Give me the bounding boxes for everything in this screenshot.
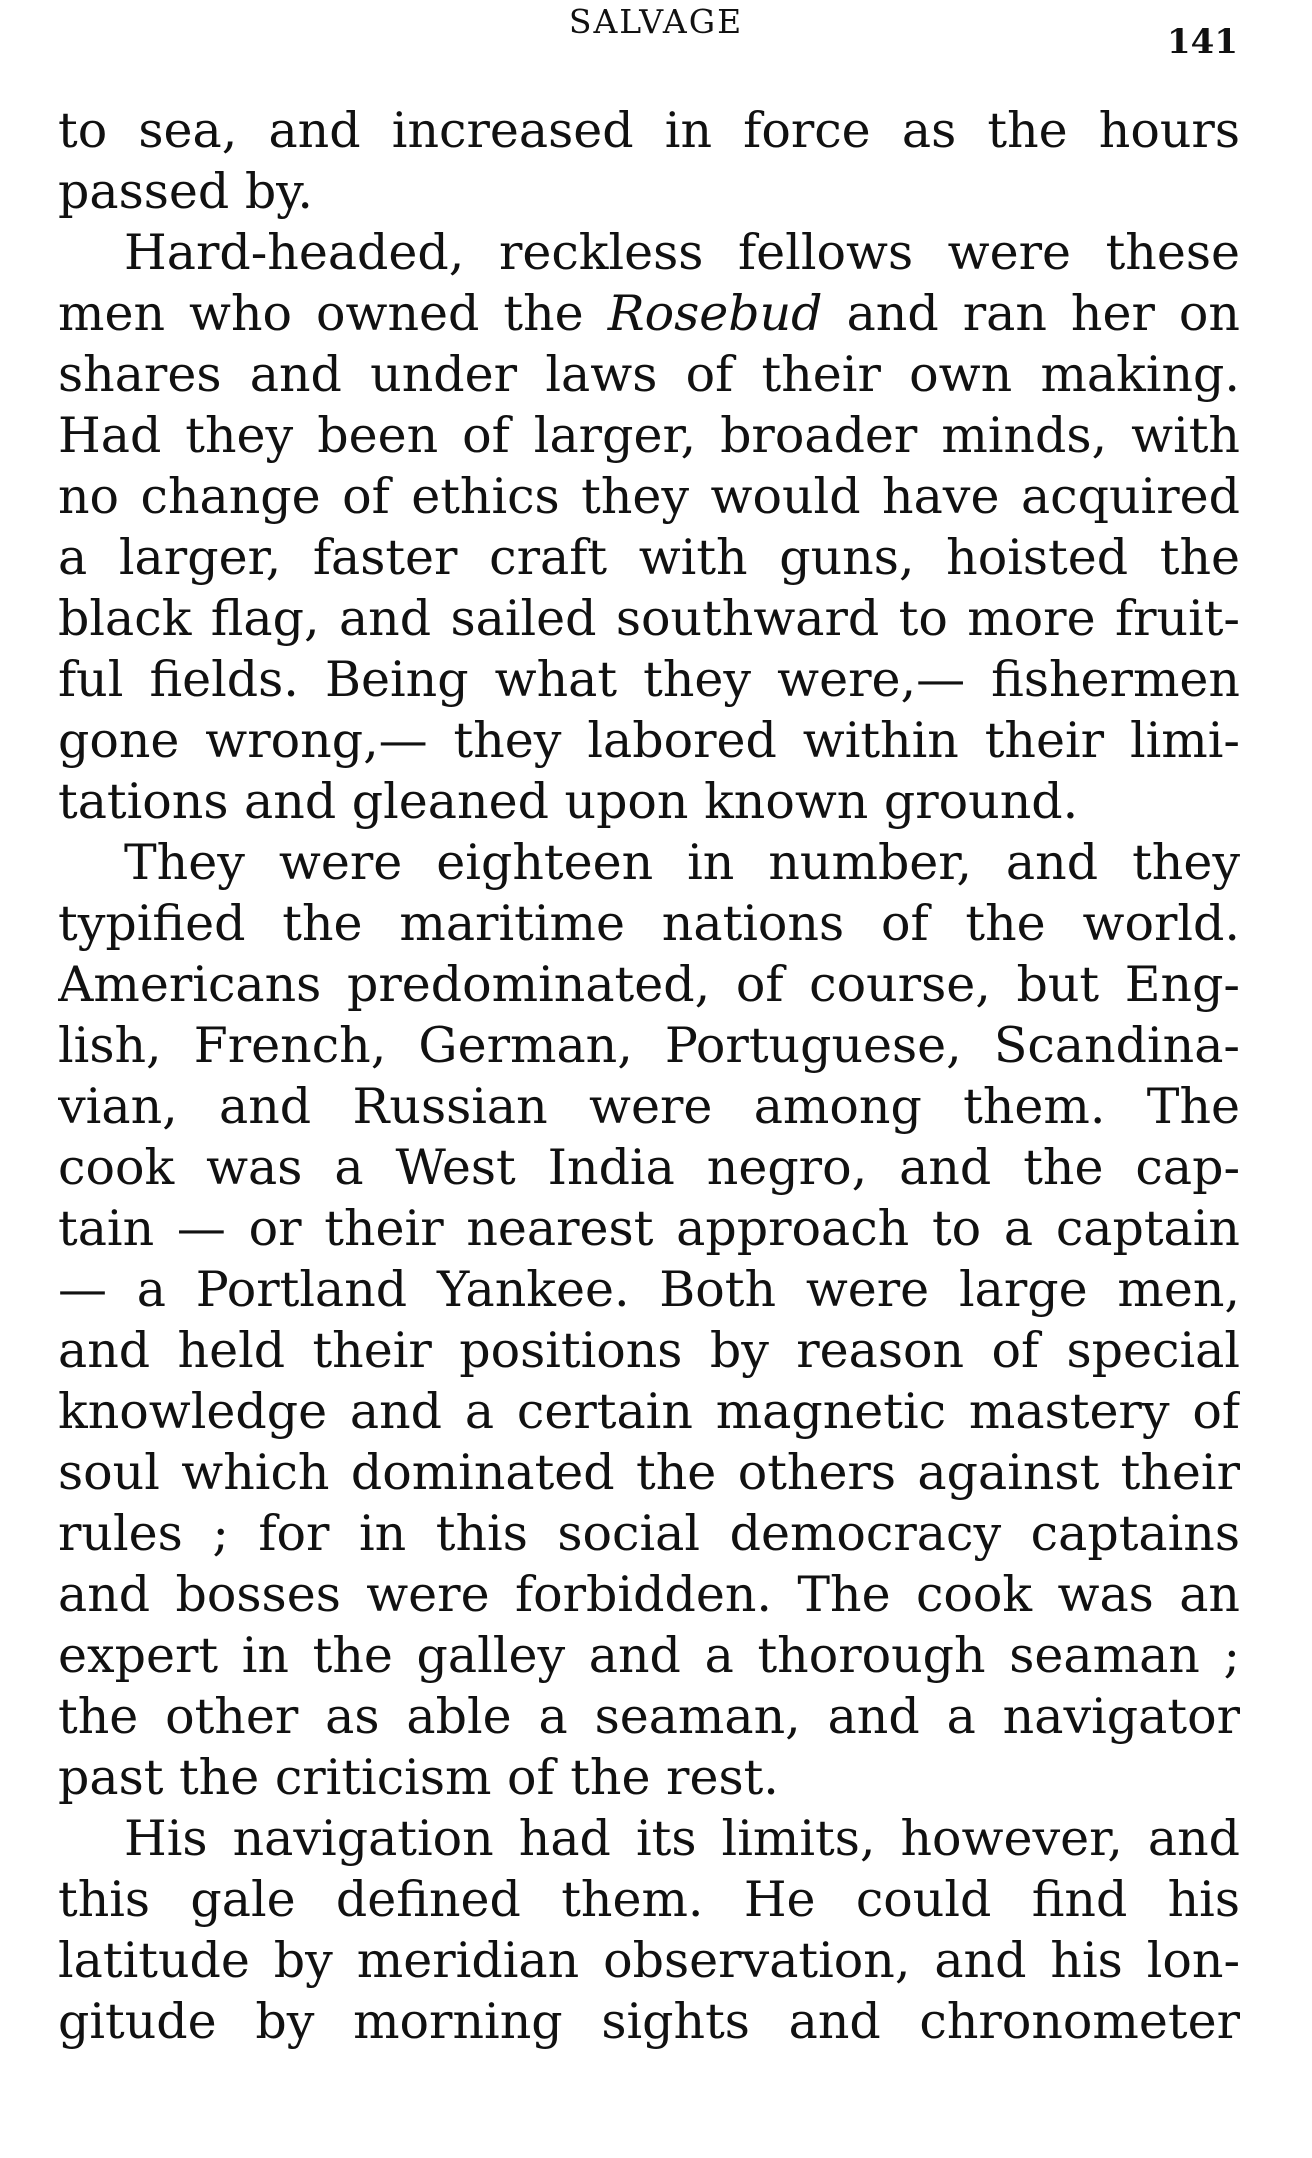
paragraph-last-line: passed by. — [58, 163, 313, 220]
text-line: typified the maritime nations of the world. — [58, 895, 1240, 952]
text-line: Had they been of larger, broader minds, with — [58, 407, 1240, 464]
paragraph-last-line: past the criticism of the rest. — [58, 1749, 779, 1806]
text-line: this gale defined them. He could find his — [58, 1871, 1240, 1928]
paragraph-first-line: They were eighteen in number, and they — [124, 834, 1240, 891]
text-line: latitude by meridian observation, and his lon- — [58, 1932, 1240, 1989]
text-line: and bosses were forbidden. The cook was an — [58, 1566, 1240, 1623]
paragraph-last-line: tations and gleaned upon known ground. — [58, 773, 1079, 830]
text-line: ful fields. Being what they were,— fishermen — [58, 651, 1240, 708]
text-line: Americans predominated, of course, but Eng- — [58, 956, 1240, 1013]
text-line: — a Portland Yankee. Both were large men, — [58, 1261, 1240, 1318]
text-line: a larger, faster craft with guns, hoisted the — [58, 529, 1240, 586]
text-line: to sea, and increased in force as the hours — [58, 102, 1240, 159]
text-line: shares and under laws of their own making. — [58, 346, 1240, 403]
text-line: soul which dominated the others against their — [58, 1444, 1240, 1501]
body-text — [58, 100, 1240, 2052]
text-line: the other as able a seaman, and a navigator — [58, 1688, 1240, 1745]
paragraph-first-line: His navigation had its limits, however, and — [124, 1810, 1240, 1867]
ship-name: Rosebud — [607, 285, 823, 342]
text-line: rules ; for in this social democracy captains — [58, 1505, 1240, 1562]
text-line: black flag, and sailed southward to more fruit- — [58, 590, 1240, 647]
text-line: no change of ethics they would have acquired — [58, 468, 1240, 525]
text-line: lish, French, German, Portuguese, Scandina- — [58, 1017, 1240, 1074]
text-line: cook was a West India negro, and the cap- — [58, 1139, 1240, 1196]
text-line: vian, and Russian were among them. The — [58, 1078, 1240, 1135]
page-number: 141 — [1167, 22, 1238, 62]
text-line-with-ship-name — [58, 283, 1240, 344]
text-line: tain — or their nearest approach to a captain — [58, 1200, 1240, 1257]
text-line: expert in the galley and a thorough seaman ; — [58, 1627, 1240, 1684]
paragraph-first-line: Hard-headed, reckless fellows were these — [124, 224, 1240, 281]
running-title: SALVAGE — [568, 2, 744, 41]
running-header — [0, 0, 1312, 62]
text-line: gitude by morning sights and chronometer — [58, 1993, 1240, 2050]
text-segment: and ran her on — [846, 285, 1240, 342]
text-line: knowledge and a certain magnetic mastery of — [58, 1383, 1240, 1440]
text-line: gone wrong,— they labored within their limi- — [58, 712, 1240, 769]
text-line: and held their positions by reason of special — [58, 1322, 1240, 1379]
text-segment: men who owned the — [58, 285, 584, 342]
